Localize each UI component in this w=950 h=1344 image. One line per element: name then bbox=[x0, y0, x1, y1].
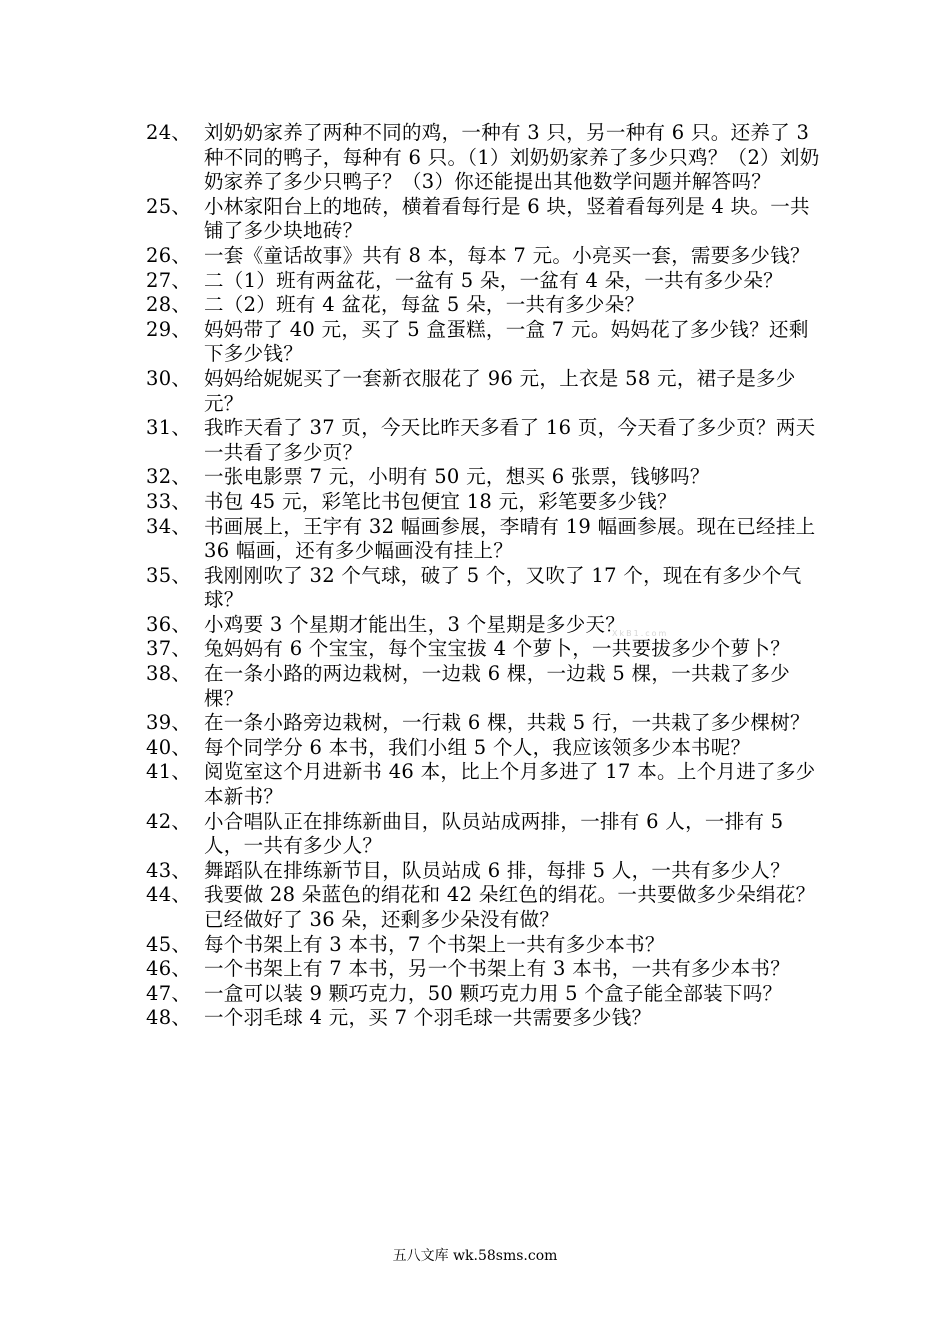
problem-number: 29、 bbox=[146, 317, 192, 341]
problem-number: 35、 bbox=[146, 563, 192, 587]
problem-number: 36、 bbox=[146, 612, 192, 636]
problem-number: 38、 bbox=[146, 662, 192, 686]
problem-text: 妈妈带了 40 元，买了 5 盒蛋糕，一盒 7 元。妈妈花了多少钱？还剩下多少钱？ bbox=[204, 317, 809, 366]
problem-number: 41、 bbox=[146, 760, 192, 784]
problem-text: 小鸡要 3 个星期才能出生，3 个星期是多少天？ bbox=[204, 612, 626, 636]
problem-text: 小合唱队正在排练新曲目，队员站成两排，一排有 6 人，一排有 5 人，一共有多少人？ bbox=[204, 809, 784, 858]
problem-text: 在一条小路的两边栽树，一边栽 6 棵，一边栽 5 棵，一共栽了多少棵？ bbox=[204, 662, 791, 710]
problem-item bbox=[146, 367, 826, 416]
problem-number: 44、 bbox=[146, 883, 192, 907]
problem-item bbox=[146, 465, 826, 490]
problem-number: 32、 bbox=[146, 465, 192, 489]
problem-text: 书包 45 元，彩笔比书包便宜 18 元，彩笔要多少钱？ bbox=[204, 489, 677, 513]
problem-item bbox=[146, 564, 826, 613]
problem-item bbox=[146, 736, 826, 761]
problem-text: 一盒可以装 9 颗巧克力，50 颗巧克力用 5 个盒子能全部装下吗？ bbox=[204, 981, 783, 1005]
problem-text: 我刚刚吹了 32 个气球，破了 5 个，又吹了 17 个，现在有多少个气球？ bbox=[204, 563, 802, 612]
problem-item bbox=[146, 933, 826, 958]
problem-number: 48、 bbox=[146, 1006, 192, 1030]
problem-text: 二（2）班有 4 盆花，每盆 5 朵，一共有多少朵？ bbox=[204, 293, 645, 317]
problem-number: 47、 bbox=[146, 981, 192, 1005]
problem-item bbox=[146, 957, 826, 982]
problem-item bbox=[146, 883, 826, 932]
problem-item bbox=[146, 859, 826, 884]
problem-item bbox=[146, 416, 826, 465]
problem-number: 37、 bbox=[146, 637, 192, 661]
problem-number: 45、 bbox=[146, 932, 192, 956]
problem-item bbox=[146, 711, 826, 736]
problem-text: 刘奶奶家养了两种不同的鸡，一种有 3 只，另一种有 6 只。还养了 3 种不同的鸭子，每种有 6 只。（1）刘奶奶家养了多少只鸡？（2）刘奶奶家养了多少只鸭子？（3）你还能提出其他数学问题并解答吗？ bbox=[204, 121, 820, 194]
problem-number: 34、 bbox=[146, 514, 192, 538]
problem-text: 在一条小路旁边栽树，一行栽 6 棵，共栽 5 行，一共栽了多少棵树？ bbox=[204, 711, 810, 735]
watermark: XkB1.com bbox=[612, 629, 669, 638]
problem-item bbox=[146, 244, 826, 269]
problem-text: 妈妈给妮妮买了一套新衣服花了 96 元，上衣是 58 元，裙子是多少元？ bbox=[204, 366, 796, 415]
problem-text: 舞蹈队在排练新节目，队员站成 6 排，每排 5 人，一共有多少人？ bbox=[204, 858, 791, 882]
problem-item bbox=[146, 121, 826, 195]
problem-text: 一个羽毛球 4 元，买 7 个羽毛球一共需要多少钱？ bbox=[204, 1006, 652, 1030]
problem-text: 一张电影票 7 元，小明有 50 元，想买 6 张票，钱够吗？ bbox=[204, 465, 710, 489]
problem-text: 兔妈妈有 6 个宝宝，每个宝宝拔 4 个萝卜，一共要拔多少个萝卜？ bbox=[204, 637, 791, 661]
problem-text: 我要做 28 朵蓝色的绢花和 42 朵红色的绢花。一共要做多少朵绢花？已经做好了 36 朵，还剩多少朵没有做？ bbox=[204, 883, 816, 931]
problem-item bbox=[146, 637, 826, 662]
problem-number: 33、 bbox=[146, 489, 192, 513]
problem-number: 24、 bbox=[146, 121, 192, 144]
problem-item bbox=[146, 662, 826, 711]
problem-number: 27、 bbox=[146, 268, 192, 292]
problem-text: 我昨天看了 37 页，今天比昨天多看了 16 页，今天看了多少页？两天一共看了多少页？ bbox=[204, 416, 816, 464]
problem-text: 一个书架上有 7 本书，另一个书架上有 3 本书，一共有多少本书？ bbox=[204, 957, 791, 981]
problem-item bbox=[146, 760, 826, 809]
problem-number: 28、 bbox=[146, 293, 192, 317]
problem-number: 40、 bbox=[146, 735, 192, 759]
problem-number: 26、 bbox=[146, 243, 192, 267]
problem-item bbox=[146, 195, 826, 244]
problem-text: 每个同学分 6 本书，我们小组 5 个人，我应该领多少本书呢？ bbox=[204, 735, 751, 759]
problem-text: 小林家阳台上的地砖，横着看每行是 6 块，竖着看每列是 4 块。一共铺了多少块地砖？ bbox=[204, 194, 810, 243]
problem-text: 一套《童话故事》共有 8 本，每本 7 元。小亮买一套，需要多少钱？ bbox=[204, 243, 810, 267]
problem-number: 31、 bbox=[146, 416, 192, 440]
problem-number: 42、 bbox=[146, 809, 192, 833]
problem-item bbox=[146, 269, 826, 294]
problem-text: 二（1）班有两盆花，一盆有 5 朵，一盆有 4 朵，一共有多少朵？ bbox=[204, 268, 783, 292]
problem-item bbox=[146, 318, 826, 367]
problem-number: 46、 bbox=[146, 957, 192, 981]
problem-text: 书画展上，王宇有 32 幅画参展，李晴有 19 幅画参展。现在已经挂上 36 幅画，还有多少幅画没有挂上？ bbox=[204, 514, 816, 563]
problem-item bbox=[146, 810, 826, 859]
problem-number: 39、 bbox=[146, 711, 192, 735]
problem-item bbox=[146, 1006, 826, 1031]
problem-number: 43、 bbox=[146, 858, 192, 882]
problem-item bbox=[146, 293, 826, 318]
problem-list bbox=[146, 121, 826, 1031]
problem-text: 阅览室这个月进新书 46 本，比上个月多进了 17 本。上个月进了多少本新书？ bbox=[204, 760, 816, 809]
problem-item bbox=[146, 490, 826, 515]
problem-number: 30、 bbox=[146, 366, 192, 390]
problem-item bbox=[146, 982, 826, 1007]
problem-item bbox=[146, 515, 826, 564]
problem-text: 每个书架上有 3 本书，7 个书架上一共有多少本书？ bbox=[204, 932, 665, 956]
page-footer: 五八文库 wk.58sms.com bbox=[392, 1248, 558, 1264]
problem-number: 25、 bbox=[146, 194, 192, 218]
problem-item bbox=[146, 613, 826, 638]
